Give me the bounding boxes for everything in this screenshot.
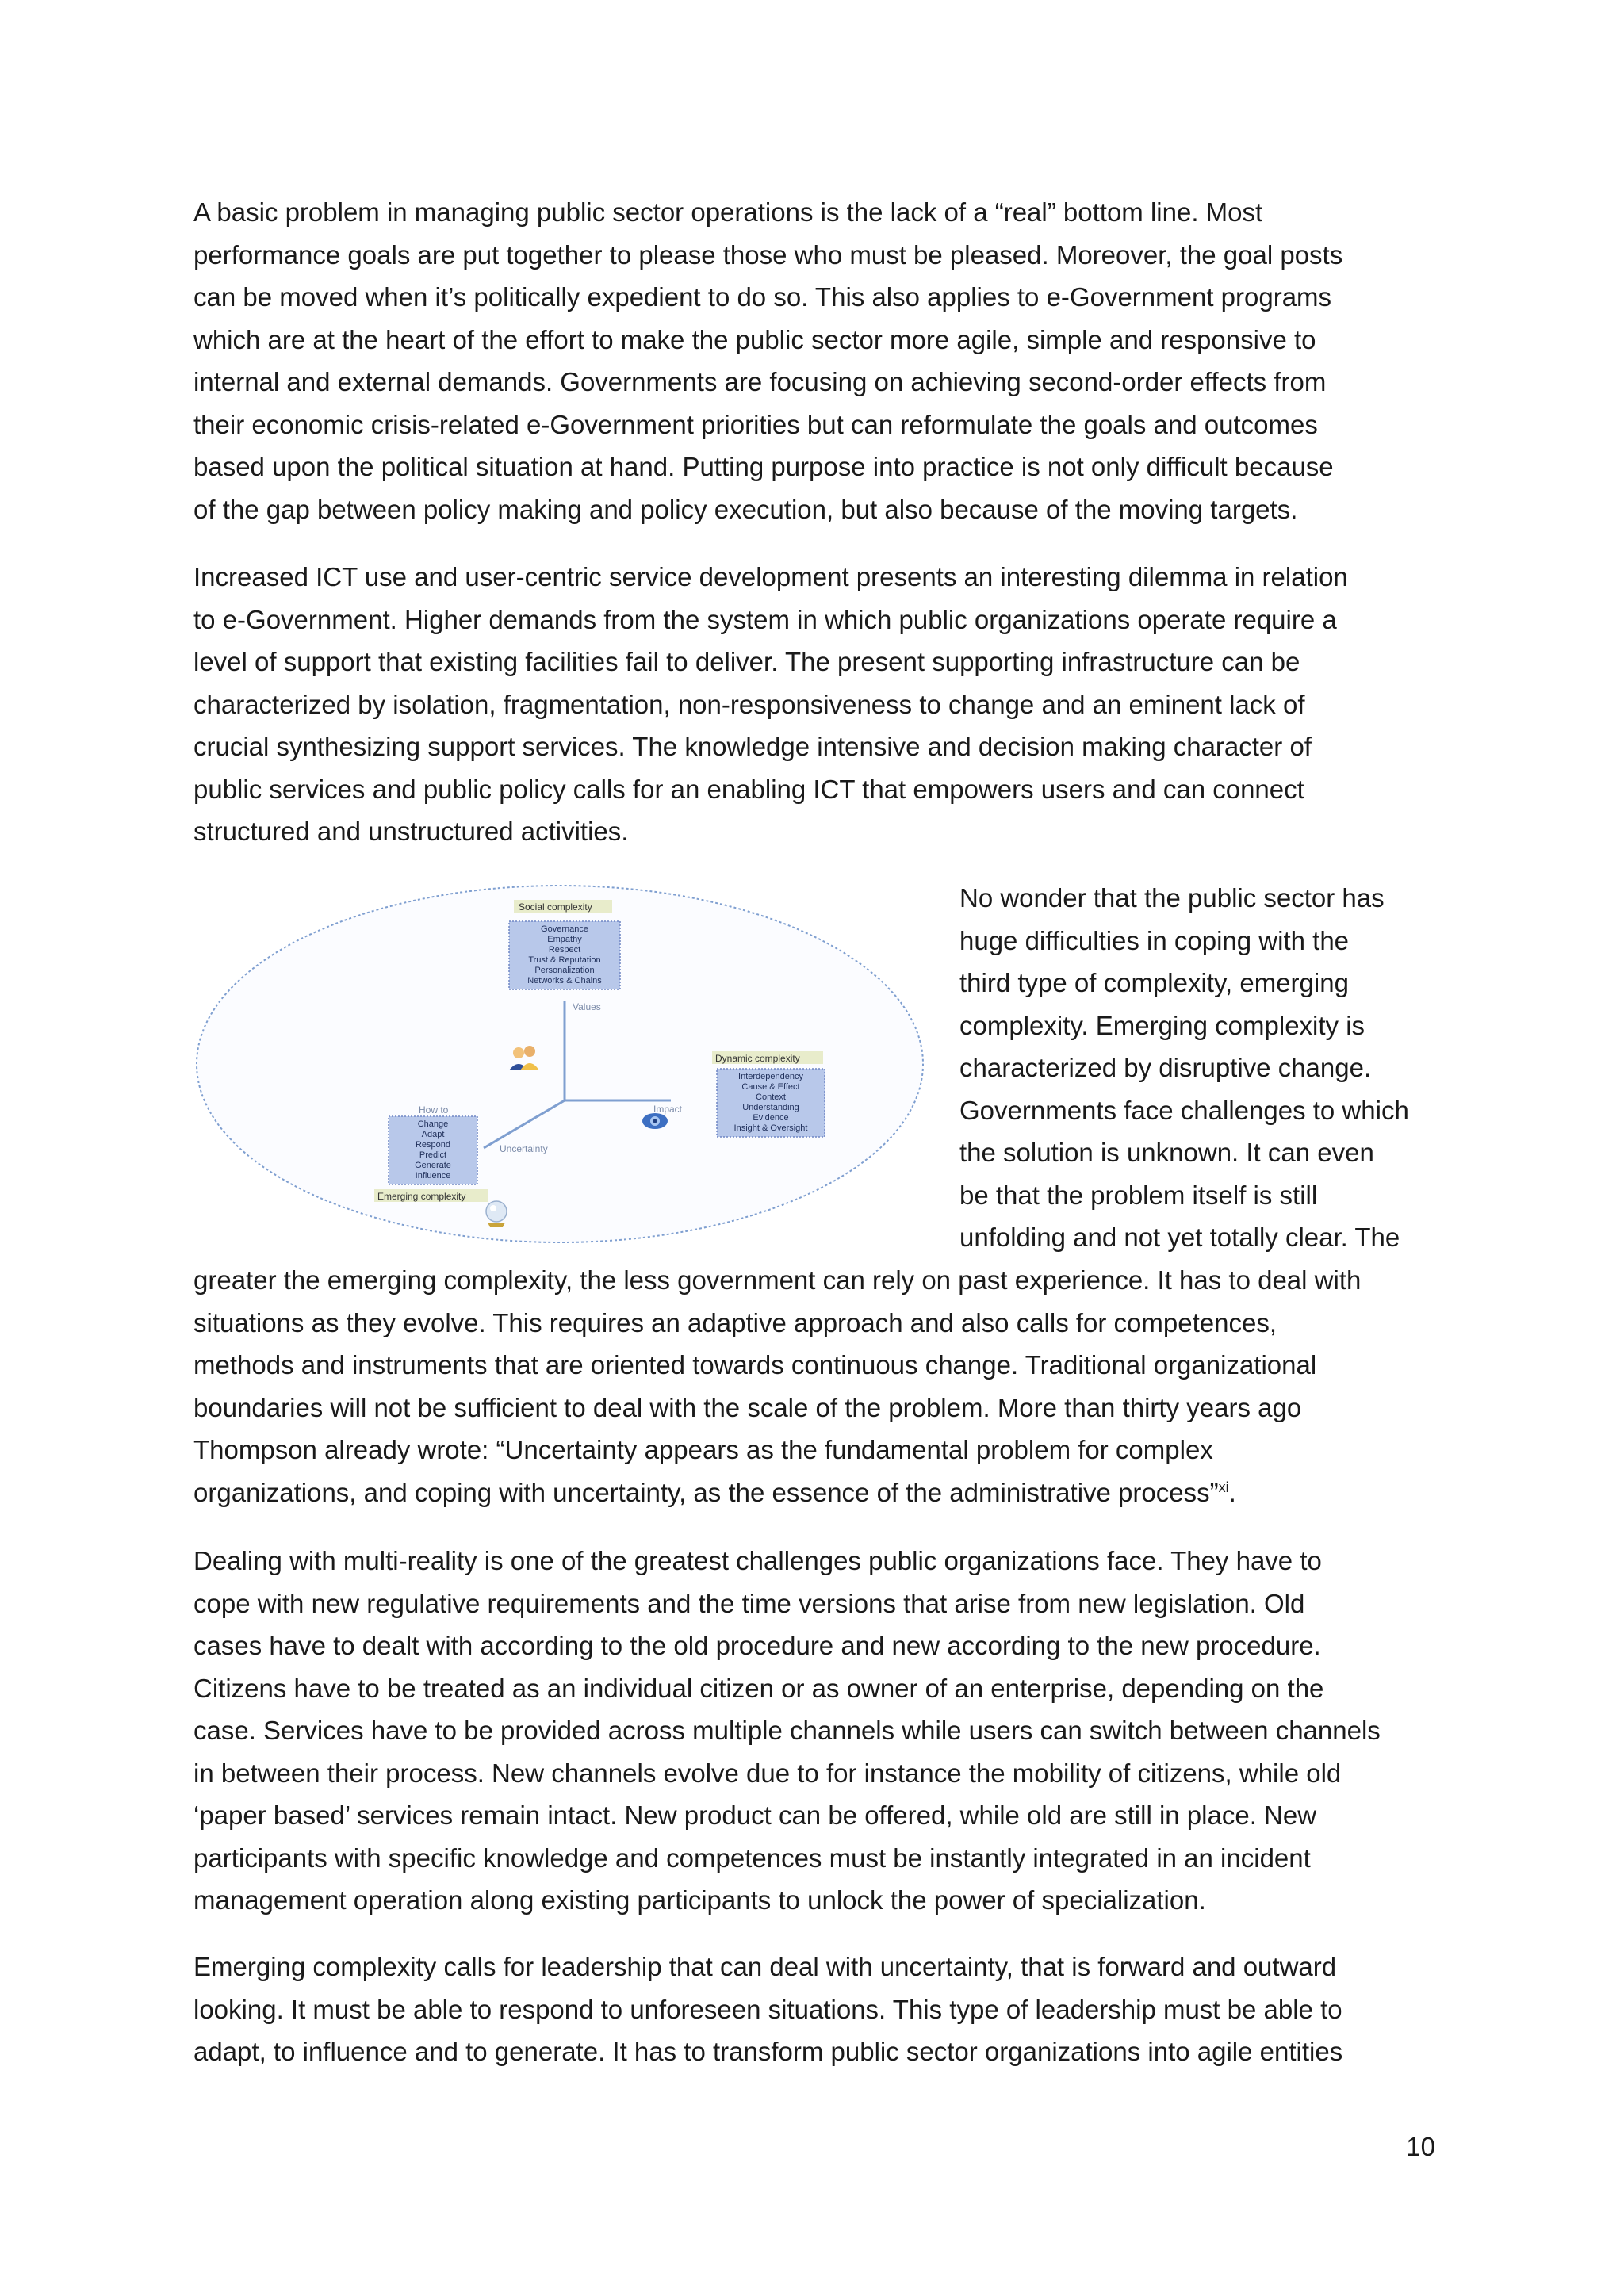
text-line: cases have to dealt with according to the old procedure and new according to the new procedure. — [193, 1631, 1321, 1660]
text-line: crucial synthesizing support services. The knowledge intensive and decision making character of — [193, 732, 1312, 761]
text-line: situations as they evolve. This requires an adaptive approach and also calls for competences, — [193, 1307, 1277, 1337]
text-line: unfolding and not yet totally clear. The — [959, 1223, 1400, 1252]
text-line: complexity. Emerging complexity is — [959, 1010, 1365, 1040]
text-line: A basic problem in managing public sector operations is the lack of a “real” bottom line. Most — [193, 197, 1263, 227]
dynamic-item: Evidence — [753, 1113, 789, 1123]
social-item: Trust & Reputation — [528, 955, 601, 965]
text-line: third type of complexity, emerging — [959, 968, 1349, 997]
footnote-reference[interactable]: xi — [1218, 1479, 1229, 1495]
text-fragment: . — [1228, 1477, 1236, 1507]
emerging-item: Change — [417, 1119, 449, 1129]
paragraph-5 — [193, 1946, 1437, 2073]
text-line: ‘paper based’ services remain intact. New product can be offered, while old are still in place. New — [193, 1800, 1317, 1830]
emerging-items — [415, 1119, 451, 1181]
social-title: Social complexity — [519, 901, 592, 913]
dynamic-item: Context — [756, 1093, 786, 1102]
text-line: Dealing with multi-reality is one of the greatest challenges public organizations face. They have to — [193, 1546, 1322, 1575]
text-line: methods and instruments that are oriented towards continuous change. Traditional organizational — [193, 1350, 1317, 1380]
social-item: Personalization — [534, 966, 595, 975]
emerging-item: Adapt — [421, 1130, 445, 1139]
emerging-item: Respond — [415, 1140, 451, 1150]
dynamic-item: Cause & Effect — [741, 1082, 800, 1092]
text-line: in between their process. New channels evolve due to for instance the mobility of citizens, while old — [193, 1758, 1342, 1788]
text-line: performance goals are put together to please those who must be pleased. Moreover, the goal posts — [193, 239, 1343, 270]
text-line: looking. It must be able to respond to unforeseen situations. This type of leadership must be able to — [193, 1994, 1342, 2024]
text-line: be that the problem itself is still — [959, 1180, 1318, 1210]
eye-icon — [642, 1113, 668, 1129]
text-line: which are at the heart of the effort to make the public sector more agile, simple and responsive to — [193, 324, 1316, 354]
paragraph-1 — [193, 191, 1437, 530]
social-item: Respect — [548, 945, 581, 955]
text-line: Emerging complexity calls for leadership that can deal with uncertainty, that is forward and outward — [193, 1952, 1337, 1981]
text-line: characterized by isolation, fragmentation, non-responsiveness to change and an eminent lack of — [193, 689, 1305, 719]
dynamic-items — [734, 1072, 808, 1133]
dynamic-item: Interdependency — [738, 1072, 803, 1081]
dynamic-item: Insight & Oversight — [733, 1123, 808, 1133]
text-line-last — [193, 1471, 1437, 1514]
text-line: huge difficulties in coping with the — [959, 925, 1350, 955]
text-line: Governments face challenges to which — [959, 1095, 1409, 1125]
paragraph-4 — [193, 1540, 1437, 1922]
text-line: of the gap between policy making and policy execution, but also because of the moving targets. — [193, 494, 1298, 524]
text-line: greater the emerging complexity, the less government can rely on past experience. It has to deal with — [193, 1265, 1362, 1295]
social-item: Governance — [541, 924, 588, 934]
text-line: No wonder that the public sector has — [959, 883, 1385, 913]
social-item: Networks & Chains — [527, 976, 602, 985]
page-number: 10 — [1406, 2132, 1435, 2161]
text-line: can be moved when it’s politically expedient to do so. This also applies to e-Government programs — [193, 282, 1332, 312]
dynamic-item: Understanding — [742, 1103, 799, 1112]
paragraph-2 — [193, 556, 1437, 853]
emerging-item: Generate — [415, 1161, 451, 1170]
paragraph-3-continued — [193, 1259, 1437, 1513]
emerging-heading: How to — [419, 1104, 449, 1115]
complexity-diagram — [193, 878, 931, 1251]
text-line: case. Services have to be provided across multiple channels while users can switch between channels — [193, 1716, 1381, 1745]
uncertainty-axis-label: Uncertainty — [500, 1143, 548, 1154]
text-line: to e-Government. Higher demands from the system in which public organizations operate require a — [193, 604, 1337, 634]
emerging-item: Influence — [415, 1171, 451, 1181]
text-line: adapt, to influence and to generate. It has to transform public sector organizations into agile entities — [193, 2037, 1343, 2066]
crystal-ball-icon — [486, 1201, 507, 1227]
values-axis-label: Values — [573, 1001, 601, 1012]
text-line: public services and public policy calls for an enabling ICT that empowers users and can connect — [193, 774, 1304, 804]
social-item: Empathy — [547, 935, 582, 944]
text-line: based upon the political situation at hand. Putting purpose into practice is not only difficult because — [193, 452, 1334, 481]
impact-axis-label: Impact — [653, 1104, 683, 1115]
text-line: participants with specific knowledge and competences must be instantly integrated in an incident — [193, 1843, 1311, 1873]
text-line: boundaries will not be sufficient to deal with the scale of the problem. More than thirty years ago — [193, 1392, 1302, 1422]
text-line: management operation along existing participants to unlock the power of specialization. — [193, 1885, 1206, 1915]
text-line: their economic crisis-related e-Government priorities but can reformulate the goals and outcomes — [193, 409, 1318, 439]
dynamic-title: Dynamic complexity — [715, 1053, 800, 1064]
emerging-title: Emerging complexity — [377, 1191, 466, 1202]
text-line: internal and external demands. Governments are focusing on achieving second-order effects from — [193, 367, 1327, 396]
text-line: Thompson already wrote: “Uncertainty appears as the fundamental problem for complex — [193, 1435, 1213, 1464]
text-line: characterized by disruptive change. — [959, 1053, 1372, 1082]
text-line: structured and unstructured activities. — [193, 817, 629, 846]
emerging-item: Predict — [419, 1150, 447, 1160]
text-line: Increased ICT use and user-centric service development presents an interesting dilemma in relation — [193, 562, 1348, 591]
text-line: the solution is unknown. It can even — [959, 1138, 1374, 1167]
text-fragment: organizations, and coping with uncertainty, as the essence of the administrative process” — [193, 1477, 1219, 1507]
text-line: cope with new regulative requirements and the time versions that arise from new legislation. Old — [193, 1588, 1305, 1618]
text-line: Citizens have to be treated as an individual citizen or as owner of an enterprise, depending on the — [193, 1673, 1324, 1703]
text-line: level of support that existing facilities fail to deliver. The present supporting infrastructure can be — [193, 647, 1300, 676]
paragraph-3-wrap — [959, 877, 1435, 1259]
